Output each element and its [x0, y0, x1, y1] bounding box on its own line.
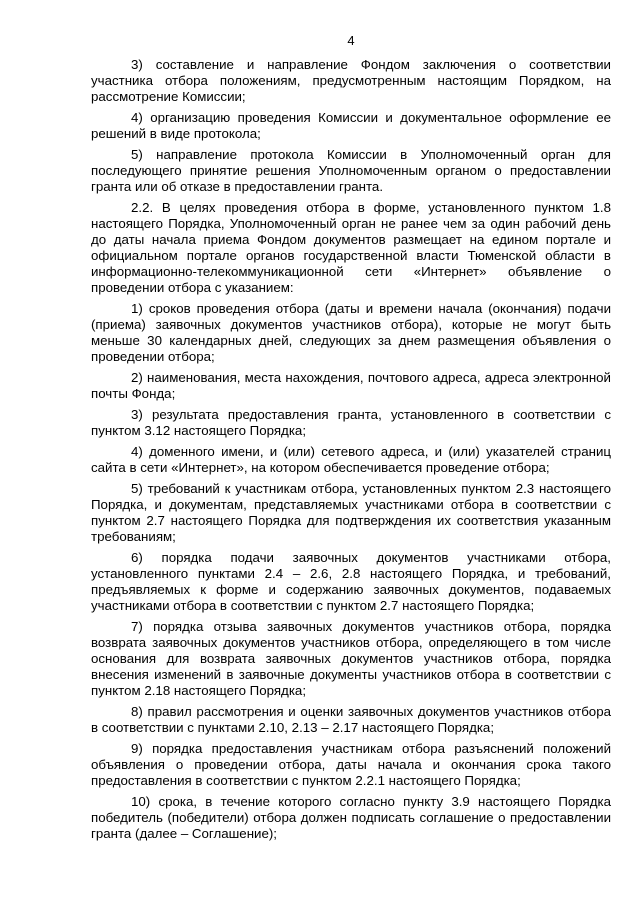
paragraph-list-item-7: 7) порядка отзыва заявочных документов участников отбора, порядка возврата заявочных документов участников отбора, определяющего в том числе основания для возврата заявочных документов участников отбора, порядка внесения изменений в заявочные документы участников отбора в соответствии с пунктом 2.18 настоящего Порядка; — [91, 619, 611, 698]
paragraph-item-4: 4) организацию проведения Комиссии и документальное оформление ее решений в виде протокола; — [91, 110, 611, 141]
paragraph-list-item-4: 4) доменного имени, и (или) сетевого адреса, и (или) указателей страниц сайта в сети «Интернет», на котором обеспечивается проведение отбора; — [91, 444, 611, 475]
paragraph-list-item-2: 2) наименования, места нахождения, почтового адреса, адреса электронной почты Фонда; — [91, 370, 611, 401]
paragraph-list-item-1: 1) сроков проведения отбора (даты и времени начала (окончания) подачи (приема) заявочных документов участников отбора), которые не могут быть меньше 30 календарных дней, следующих за днем размещения объявления о проведении отбора; — [91, 301, 611, 364]
paragraph-list-item-8: 8) правил рассмотрения и оценки заявочных документов участников отбора в соответствии с пунктами 2.10, 2.13 – 2.17 настоящего Порядка; — [91, 704, 611, 735]
paragraph-list-item-3: 3) результата предоставления гранта, установленного в соответствии с пунктом 3.12 настоящего Порядка; — [91, 407, 611, 438]
paragraph-list-item-5: 5) требований к участникам отбора, установленных пунктом 2.3 настоящего Порядка, и документам, представляемых участниками отбора в соответствии с пунктом 2.7 настоящего Порядка для подтверждения их соответствия указанным требованиям; — [91, 481, 611, 544]
paragraph-list-item-9: 9) порядка предоставления участникам отбора разъяснений положений объявления о проведении отбора, даты начала и окончания срока такого предоставления в соответствии с пунктом 2.2.1 настоящего Порядка; — [91, 741, 611, 788]
paragraph-section-2-2: 2.2. В целях проведения отбора в форме, установленного пунктом 1.8 настоящего Порядка, Уполномоченный орган не ранее чем за один рабочий день до даты начала приема Фондом документов размещает на едином портале и официальном портале органов государственной власти Тюменской области в информационно-телекоммуникационной сети «Интернет» объявление о проведении отбора с указанием: — [91, 200, 611, 295]
paragraph-list-item-10: 10) срока, в течение которого согласно пункту 3.9 настоящего Порядка победитель (победители) отбора должен подписать соглашение о предоставлении гранта (далее – Соглашение); — [91, 794, 611, 841]
paragraph-item-3: 3) составление и направление Фондом заключения о соответствии участника отбора положениям, предусмотренным настоящим Порядком, на рассмотрение Комиссии; — [91, 57, 611, 104]
page-number: 4 — [347, 33, 355, 48]
paragraph-item-5: 5) направление протокола Комиссии в Уполномоченный орган для последующего принятие решения Уполномоченным органом о предоставлении гранта или об отказе в предоставлении гранта. — [91, 147, 611, 194]
paragraph-list-item-6: 6) порядка подачи заявочных документов участниками отбора, установленного пунктами 2.4 – 2.6, 2.8 настоящего Порядка, и требований, предъявляемых к форме и содержанию заявочных документов, подаваемых участниками отбора в соответствии с пунктом 2.7 настоящего Порядка; — [91, 550, 611, 613]
